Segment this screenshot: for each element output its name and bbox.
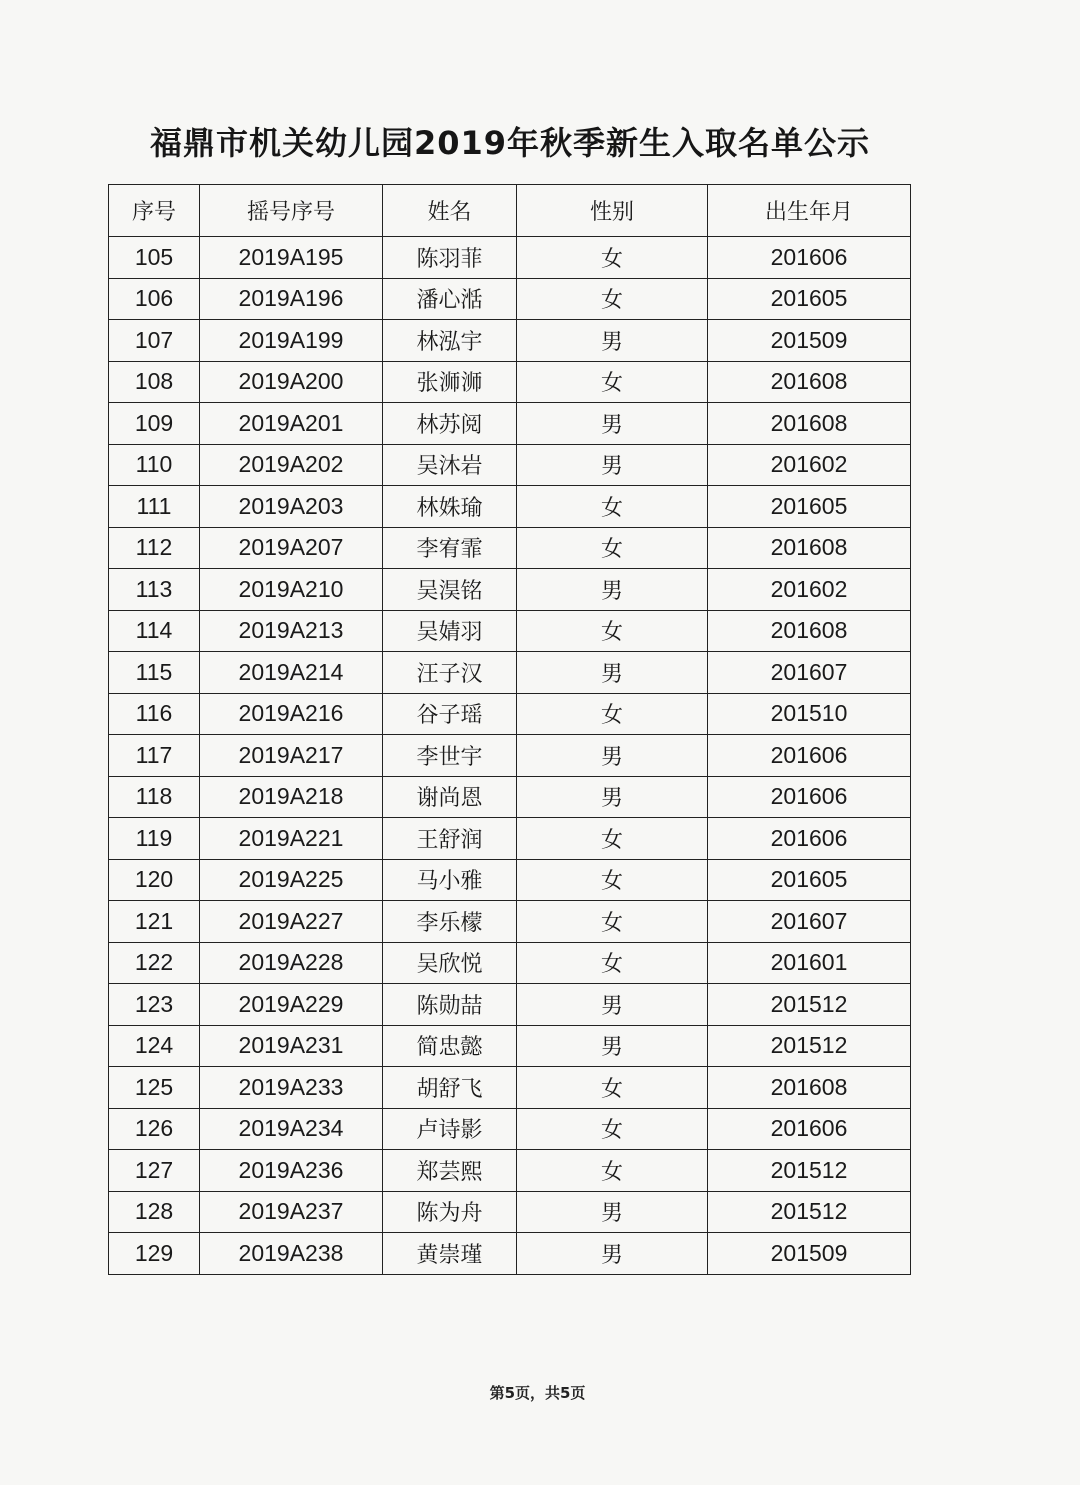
cell-name: 胡舒飞 xyxy=(383,1067,517,1109)
cell-gender: 男 xyxy=(517,444,708,486)
table-row xyxy=(109,735,911,777)
cell-gender: 男 xyxy=(517,984,708,1026)
cell-index: 109 xyxy=(109,403,200,445)
cell-name: 陈羽菲 xyxy=(383,237,517,279)
table-header-row xyxy=(109,185,911,237)
cell-name: 吴沐岩 xyxy=(383,444,517,486)
cell-gender: 男 xyxy=(517,735,708,777)
cell-lottery-number: 2019A229 xyxy=(200,984,383,1026)
page-title: 福鼎市机关幼儿园2019年秋季新生入取名单公示 xyxy=(149,124,871,162)
cell-birth-month: 201512 xyxy=(708,984,911,1026)
table-row xyxy=(109,1025,911,1067)
cell-birth-month: 201606 xyxy=(708,237,911,279)
cell-gender: 女 xyxy=(517,1108,708,1150)
cell-gender: 女 xyxy=(517,527,708,569)
cell-birth-month: 201607 xyxy=(708,652,911,694)
table-body xyxy=(109,237,911,1275)
header-index: 序号 xyxy=(109,185,200,237)
cell-index: 121 xyxy=(109,901,200,943)
table-row xyxy=(109,569,911,611)
cell-birth-month: 201509 xyxy=(708,320,911,362)
cell-birth-month: 201608 xyxy=(708,527,911,569)
cell-index: 117 xyxy=(109,735,200,777)
cell-name: 吴婧羽 xyxy=(383,610,517,652)
cell-gender: 女 xyxy=(517,901,708,943)
cell-lottery-number: 2019A201 xyxy=(200,403,383,445)
table-row xyxy=(109,278,911,320)
cell-gender: 男 xyxy=(517,652,708,694)
table-row xyxy=(109,527,911,569)
cell-index: 126 xyxy=(109,1108,200,1150)
table-row xyxy=(109,818,911,860)
cell-gender: 男 xyxy=(517,569,708,611)
cell-birth-month: 201606 xyxy=(708,776,911,818)
cell-name: 陈勋喆 xyxy=(383,984,517,1026)
cell-index: 128 xyxy=(109,1191,200,1233)
table-row xyxy=(109,984,911,1026)
cell-name: 林泓宇 xyxy=(383,320,517,362)
cell-birth-month: 201606 xyxy=(708,735,911,777)
table-row xyxy=(109,486,911,528)
cell-name: 林姝瑜 xyxy=(383,486,517,528)
cell-lottery-number: 2019A238 xyxy=(200,1233,383,1275)
cell-lottery-number: 2019A236 xyxy=(200,1150,383,1192)
cell-lottery-number: 2019A207 xyxy=(200,527,383,569)
table-row xyxy=(109,693,911,735)
cell-gender: 女 xyxy=(517,237,708,279)
cell-index: 107 xyxy=(109,320,200,362)
cell-name: 吴欣悦 xyxy=(383,942,517,984)
table-row xyxy=(109,1108,911,1150)
cell-birth-month: 201601 xyxy=(708,942,911,984)
cell-lottery-number: 2019A216 xyxy=(200,693,383,735)
cell-name: 吴淏铭 xyxy=(383,569,517,611)
cell-lottery-number: 2019A210 xyxy=(200,569,383,611)
cell-index: 127 xyxy=(109,1150,200,1192)
cell-gender: 男 xyxy=(517,776,708,818)
page-footer: 第5页，共5页 xyxy=(489,1384,586,1402)
cell-gender: 男 xyxy=(517,1233,708,1275)
cell-birth-month: 201606 xyxy=(708,818,911,860)
table-row xyxy=(109,1150,911,1192)
cell-birth-month: 201602 xyxy=(708,444,911,486)
cell-gender: 女 xyxy=(517,859,708,901)
cell-lottery-number: 2019A195 xyxy=(200,237,383,279)
cell-birth-month: 201608 xyxy=(708,610,911,652)
cell-index: 105 xyxy=(109,237,200,279)
cell-birth-month: 201512 xyxy=(708,1191,911,1233)
cell-birth-month: 201605 xyxy=(708,859,911,901)
cell-name: 张浉浉 xyxy=(383,361,517,403)
cell-birth-month: 201608 xyxy=(708,361,911,403)
table-row xyxy=(109,444,911,486)
cell-name: 李乐檬 xyxy=(383,901,517,943)
cell-birth-month: 201509 xyxy=(708,1233,911,1275)
cell-lottery-number: 2019A225 xyxy=(200,859,383,901)
cell-index: 106 xyxy=(109,278,200,320)
cell-lottery-number: 2019A218 xyxy=(200,776,383,818)
cell-index: 122 xyxy=(109,942,200,984)
cell-lottery-number: 2019A217 xyxy=(200,735,383,777)
cell-gender: 男 xyxy=(517,403,708,445)
cell-lottery-number: 2019A196 xyxy=(200,278,383,320)
cell-name: 汪子汉 xyxy=(383,652,517,694)
cell-index: 110 xyxy=(109,444,200,486)
cell-index: 115 xyxy=(109,652,200,694)
cell-lottery-number: 2019A237 xyxy=(200,1191,383,1233)
cell-index: 111 xyxy=(109,486,200,528)
cell-name: 谷子瑶 xyxy=(383,693,517,735)
cell-lottery-number: 2019A213 xyxy=(200,610,383,652)
cell-name: 黄崇瑾 xyxy=(383,1233,517,1275)
table-row xyxy=(109,652,911,694)
cell-birth-month: 201510 xyxy=(708,693,911,735)
table-row xyxy=(109,320,911,362)
table-row xyxy=(109,361,911,403)
cell-birth-month: 201605 xyxy=(708,486,911,528)
cell-name: 陈为舟 xyxy=(383,1191,517,1233)
cell-index: 125 xyxy=(109,1067,200,1109)
cell-gender: 男 xyxy=(517,320,708,362)
header-lottery-number: 摇号序号 xyxy=(200,185,383,237)
cell-index: 108 xyxy=(109,361,200,403)
table-row xyxy=(109,776,911,818)
table-row xyxy=(109,942,911,984)
table-row xyxy=(109,901,911,943)
cell-gender: 女 xyxy=(517,486,708,528)
cell-index: 124 xyxy=(109,1025,200,1067)
cell-birth-month: 201512 xyxy=(708,1150,911,1192)
cell-name: 简忠懿 xyxy=(383,1025,517,1067)
table-row xyxy=(109,610,911,652)
table-row xyxy=(109,1191,911,1233)
cell-lottery-number: 2019A200 xyxy=(200,361,383,403)
cell-index: 119 xyxy=(109,818,200,860)
admission-list-table xyxy=(108,184,911,1275)
cell-birth-month: 201602 xyxy=(708,569,911,611)
header-name: 姓名 xyxy=(383,185,517,237)
cell-gender: 女 xyxy=(517,1150,708,1192)
cell-name: 谢尚恩 xyxy=(383,776,517,818)
cell-gender: 女 xyxy=(517,818,708,860)
cell-name: 马小雅 xyxy=(383,859,517,901)
cell-gender: 女 xyxy=(517,1067,708,1109)
cell-index: 114 xyxy=(109,610,200,652)
cell-lottery-number: 2019A203 xyxy=(200,486,383,528)
table-row xyxy=(109,403,911,445)
cell-index: 113 xyxy=(109,569,200,611)
cell-gender: 女 xyxy=(517,610,708,652)
cell-birth-month: 201608 xyxy=(708,1067,911,1109)
cell-name: 潘心湉 xyxy=(383,278,517,320)
cell-gender: 男 xyxy=(517,1191,708,1233)
cell-index: 123 xyxy=(109,984,200,1026)
cell-lottery-number: 2019A231 xyxy=(200,1025,383,1067)
cell-index: 120 xyxy=(109,859,200,901)
cell-index: 112 xyxy=(109,527,200,569)
cell-name: 王舒润 xyxy=(383,818,517,860)
header-gender: 性别 xyxy=(517,185,708,237)
cell-index: 118 xyxy=(109,776,200,818)
cell-birth-month: 201512 xyxy=(708,1025,911,1067)
cell-index: 116 xyxy=(109,693,200,735)
cell-lottery-number: 2019A227 xyxy=(200,901,383,943)
table-row xyxy=(109,1233,911,1275)
cell-lottery-number: 2019A233 xyxy=(200,1067,383,1109)
cell-lottery-number: 2019A199 xyxy=(200,320,383,362)
table-row xyxy=(109,237,911,279)
table-row xyxy=(109,859,911,901)
cell-gender: 女 xyxy=(517,278,708,320)
cell-name: 郑芸熙 xyxy=(383,1150,517,1192)
cell-birth-month: 201606 xyxy=(708,1108,911,1150)
cell-birth-month: 201608 xyxy=(708,403,911,445)
cell-birth-month: 201605 xyxy=(708,278,911,320)
cell-gender: 女 xyxy=(517,361,708,403)
cell-name: 李宥霏 xyxy=(383,527,517,569)
cell-name: 李世宇 xyxy=(383,735,517,777)
cell-birth-month: 201607 xyxy=(708,901,911,943)
cell-name: 林苏阅 xyxy=(383,403,517,445)
table-row xyxy=(109,1067,911,1109)
cell-gender: 女 xyxy=(517,693,708,735)
cell-lottery-number: 2019A202 xyxy=(200,444,383,486)
header-birth-month: 出生年月 xyxy=(708,185,911,237)
cell-lottery-number: 2019A221 xyxy=(200,818,383,860)
cell-name: 卢诗影 xyxy=(383,1108,517,1150)
cell-lottery-number: 2019A234 xyxy=(200,1108,383,1150)
cell-gender: 女 xyxy=(517,942,708,984)
cell-lottery-number: 2019A214 xyxy=(200,652,383,694)
cell-index: 129 xyxy=(109,1233,200,1275)
cell-lottery-number: 2019A228 xyxy=(200,942,383,984)
cell-gender: 男 xyxy=(517,1025,708,1067)
